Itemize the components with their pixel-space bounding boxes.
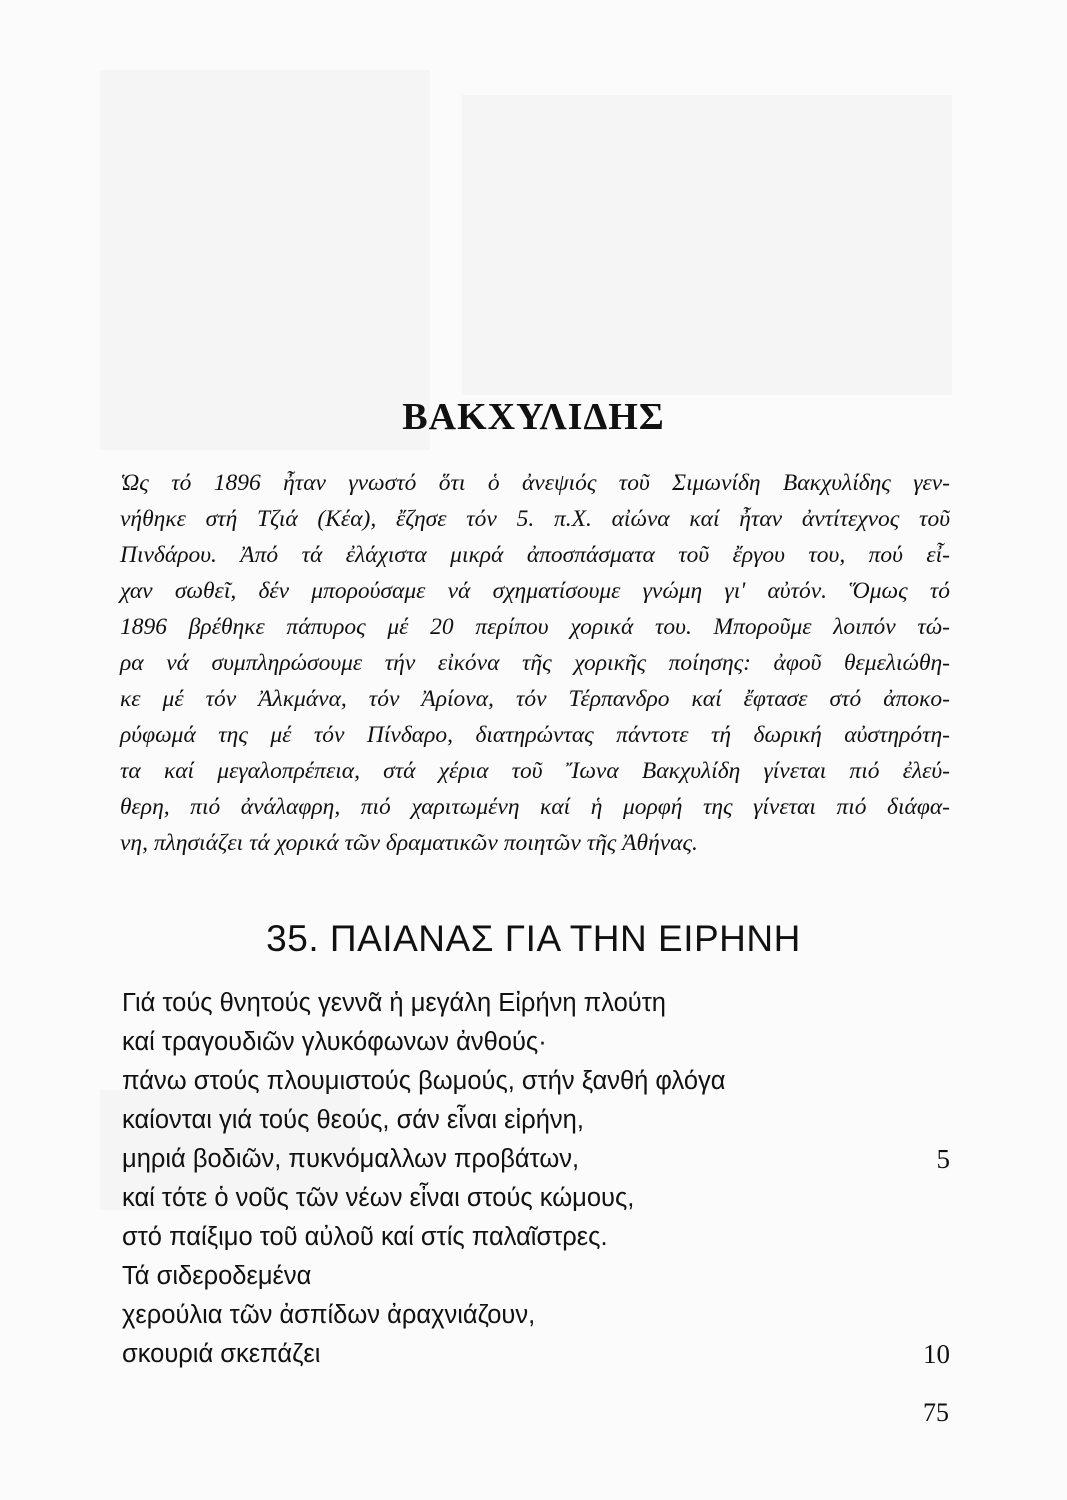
intro-line: ρα νά συμπληρώσουμε τήν εἰκόνα τῆς χορικῆς ποίησης: ἀφοῦ θεμελιώθη- bbox=[120, 650, 950, 676]
poem-line-text: στό παίξιμο τοῦ αὐλοῦ καί στίς παλαῖστρες. bbox=[122, 1223, 608, 1251]
poem-line-text: Τά σιδεροδεμένα bbox=[122, 1262, 312, 1290]
intro-line: θερη, πιό ἀνάλαφρη, πιό χαριτωμένη καί ἡ μορφή της γίνεται πιό διάφα- bbox=[120, 794, 950, 820]
poem-line bbox=[122, 1218, 950, 1257]
show-through-shadow bbox=[462, 95, 952, 395]
intro-line: 1896 βρέθηκε πάπυρος μέ 20 περίπου χορικά του. Μποροῦμε λοιπόν τώ- bbox=[120, 614, 950, 640]
intro-line: νη, πλησιάζει τά χορικά τῶν δραματικῶν ποιητῶν τῆς Ἀθήνας. bbox=[120, 830, 698, 856]
poem-line-text: καίονται γιά τούς θεούς, σάν εἶναι εἰρήνη, bbox=[122, 1106, 584, 1134]
line-number: 5 bbox=[936, 1144, 950, 1174]
poem-line bbox=[122, 1179, 950, 1218]
poem-line bbox=[122, 1101, 950, 1140]
poem-line-text: μηριά βοδιῶν, πυκνόμαλλων προβάτων, bbox=[122, 1145, 580, 1173]
intro-line: κε μέ τόν Ἀλκμάνα, τόν Ἀρίονα, τόν Τέρπανδρο καί ἔφτασε στό ἀποκο- bbox=[120, 686, 950, 712]
line-number: 10 bbox=[923, 1339, 950, 1369]
poem-line bbox=[122, 1023, 950, 1062]
intro-line: Ὡς τό 1896 ἦταν γνωστό ὅτι ὁ ἀνεψιός τοῦ Σιμωνίδη Βακχυλίδης γεν- bbox=[120, 470, 950, 496]
poem-line-text: καί τραγουδιῶν γλυκόφωνων ἀνθούς· bbox=[122, 1028, 547, 1056]
show-through-shadow bbox=[100, 70, 430, 450]
poem-line bbox=[122, 1140, 950, 1179]
poem-line bbox=[122, 1257, 950, 1296]
poem-line-text: πάνω στούς πλουμιστούς βωμούς, στήν ξανθή φλόγα bbox=[122, 1067, 726, 1095]
poem-line bbox=[122, 1296, 950, 1335]
intro-paragraph bbox=[120, 465, 950, 861]
poem bbox=[122, 984, 950, 1374]
poem-line bbox=[122, 984, 950, 1023]
intro-line: νήθηκε στή Τζιά (Κέα), ἔζησε τόν 5. π.Χ. αἰώνα καί ἦταν ἀντίτεχνος τοῦ bbox=[120, 506, 950, 532]
poem-line-text: σκουριά σκεπάζει bbox=[122, 1340, 321, 1368]
intro-line: τα καί μεγαλοπρέπεια, στά χέρια τοῦ Ἴωνα Βακχυλίδη γίνεται πιό ἐλεύ- bbox=[120, 758, 950, 784]
poem-heading: 35. ΠΑΙΑΝΑΣ ΓΙΑ ΤΗΝ ΕΙΡΗΝΗ bbox=[266, 918, 801, 959]
intro-line: Πινδάρου. Ἀπό τά ἐλάχιστα μικρά ἀποσπάσματα τοῦ ἔργου του, πού εἶ- bbox=[120, 542, 950, 568]
intro-line: χαν σωθεῖ, δέν μπορούσαμε νά σχηματίσουμε γνώμη γι' αὐτόν. Ὅμως τό bbox=[120, 578, 950, 604]
page-number: 75 bbox=[923, 1398, 949, 1427]
poem-line-text: χερούλια τῶν ἀσπίδων ἀραχνιάζουν, bbox=[122, 1301, 536, 1329]
intro-line: ρύφωμά της μέ τόν Πίνδαρο, διατηρώντας πάντοτε τή δωρική αὐστηρότη- bbox=[120, 722, 950, 748]
poem-line-text: καί τότε ὁ νοῦς τῶν νέων εἶναι στούς κώμους, bbox=[122, 1184, 635, 1212]
author-heading: ΒΑΚΧΥΛΙΔΗΣ bbox=[402, 396, 665, 438]
poem-line bbox=[122, 1062, 950, 1101]
poem-line-text: Γιά τούς θνητούς γεννᾶ ἡ μεγάλη Εἰρήνη πλούτη bbox=[122, 989, 666, 1017]
poem-line bbox=[122, 1335, 950, 1374]
